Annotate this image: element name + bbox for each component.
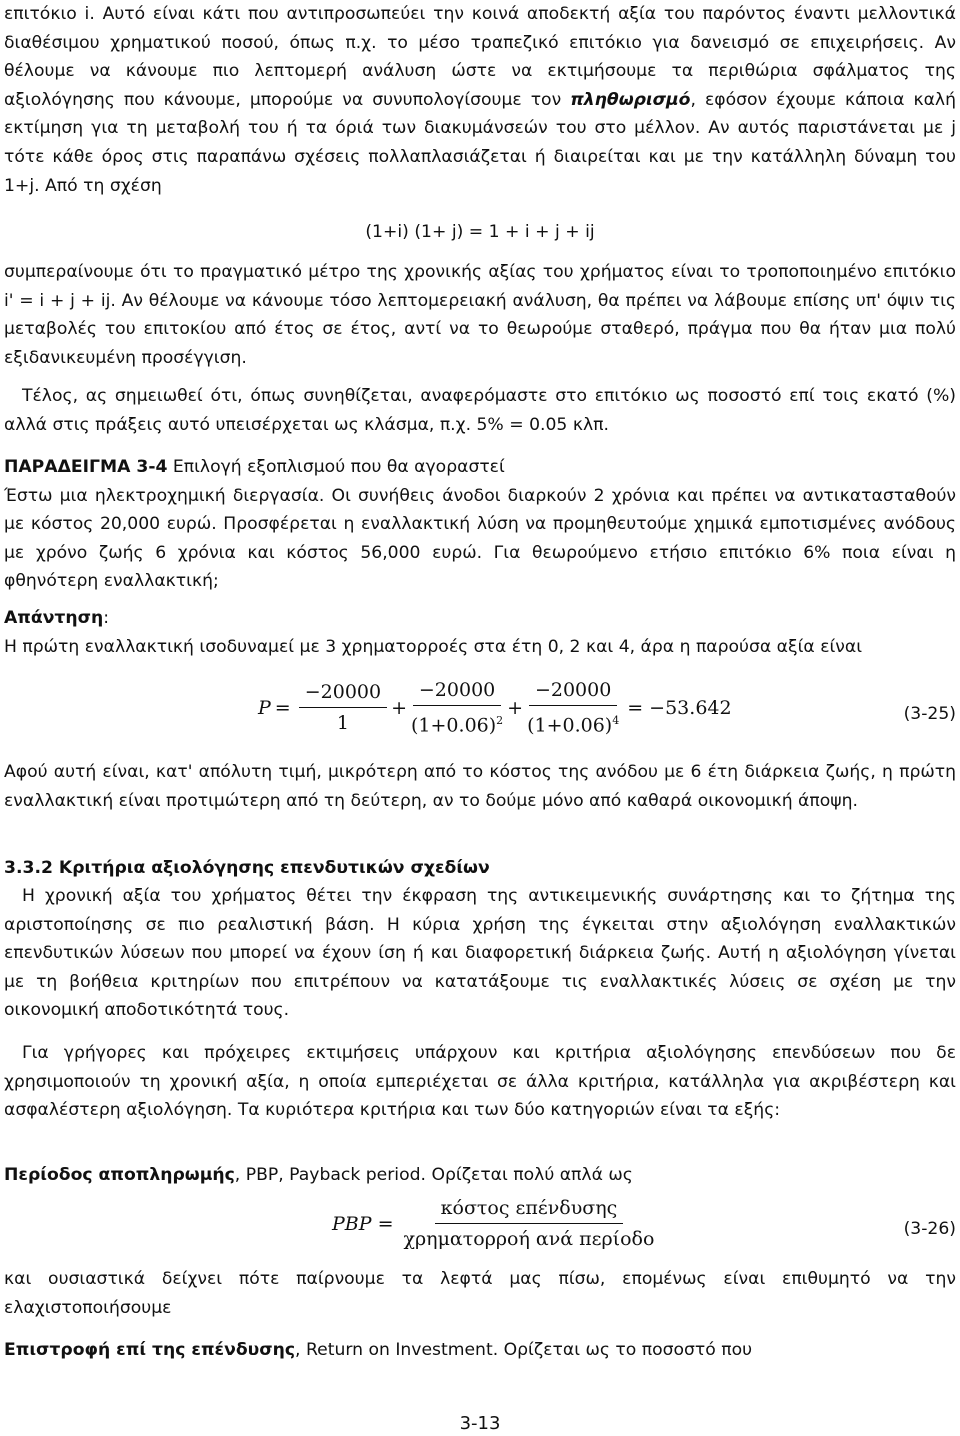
equation-3-26: PBP = $\frac{\text{κόστος επένδυσης}}{\text{χρηματορροή ανά περίοδο}}$	[332, 1197, 655, 1250]
section-heading: 3.3.2 Κριτήρια αξιολόγησης επενδυτικών σχεδίων	[4, 858, 490, 878]
paragraph-pbp: Περίοδος αποπληρωμής, PBP, Payback period. Ορίζεται πολύ απλά ως	[4, 1165, 633, 1185]
paragraph-real-rate: συμπεραίνουμε ότι το πραγματικό μέτρο της χρονικής αξίας του χρήματος είναι το τροποποιημένο επιτόκιο i' = i + j + ij. Αν θέλουμε να κάνουμε τόσο λεπτομερειακή ανάλυση, θα πρέπει να λάβουμε επίσης υπ' όψιν τις μεταβολές του επιτοκίου από έτος σε έτος, αντί να το θεωρούμε σταθερό, πράγμα που θα ήταν μια πολύ εξιδανικευμένη προσέγγιση.	[4, 262, 956, 368]
equation-inflation: (1+i) (1+ j) = 1 + i + j + ij	[365, 222, 595, 242]
term-roi: Επιστροφή επί της επένδυσης	[4, 1340, 296, 1360]
paragraph-interest-rate: επιτόκιο i. Αυτό είναι κάτι που αντιπροσωπεύει την κοινά αποδεκτή αξία του παρόντος έναντι μελλοντικά διαθέσιμου χρηματικού ποσού, όπως π.χ. το μέσο τραπεζικό επιτόκιο για δανεισμό σε επιχειρήσεις. Αν θέλουμε να κάνουμε πιο λεπτομερή ανάλυση ώστε να εκτιμήσουμε τα περιθώρια σφάλματος της αξιολόγησης που κάνουμε, μπορούμε να συνυπολογίσουμε τον πληθωρισμό, εφόσον έχουμε κάποια καλή εκτίμηση για τη μεταβολή του ή τα όριά των διακυμάνσεών του στο μέλλον. Αν αυτός παριστάνεται με j τότε κάθε όρος στις παραπάνω σχέσεις πολλαπλασιάζεται ή διαιρείται και με την κατάλληλη δύναμη του 1+j. Από τη σχέση	[4, 4, 956, 196]
answer-label: Απάντηση	[4, 608, 104, 628]
section-block	[4, 854, 956, 883]
emphasis-inflation: πληθωρισμό	[570, 89, 691, 110]
paragraph-pbp-meaning: και ουσιαστικά δείχνει πότε παίρνουμε τα λεφτά μας πίσω, επομένως είναι επιθυμητό να την ελαχιστοποιήσουμε	[4, 1269, 956, 1318]
paragraph-roi: Επιστροφή επί της επένδυσης, Return on Investment. Ορίζεται ως το ποσοστό που	[4, 1340, 753, 1360]
example-body: Έστω μια ηλεκτροχημική διεργασία. Οι συνήθεις άνοδοι διαρκούν 2 χρόνια και πρέπει να αντικατασταθούν με κόστος 20,000 ευρώ. Προσφέρεται η εναλλακτική λύση να προμηθευτούμε χημικά εμποτισμένες ανόδους με χρόνο ζωής 6 χρόνια και κόστος 56,000 ευρώ. Για θεωρούμενο ετήσιο επιτόκιο 6% ποια είναι η φθηνότερη εναλλακτική;	[4, 485, 956, 592]
answer-block: Απάντηση: Η πρώτη εναλλακτική ισοδυναμεί με 3 χρηματορροές στα έτη 0, 2 και 4, άρα η παρούσα αξία είναι	[4, 608, 863, 657]
equation-number-3-25: (3-25)	[903, 704, 956, 724]
answer-body: Η πρώτη εναλλακτική ισοδυναμεί με 3 χρηματορροές στα έτη 0, 2 και 4, άρα η παρούσα αξία είναι	[4, 636, 863, 657]
paragraph-time-value: Η χρονική αξία του χρήματος θέτει την έκφραση της αντικειμενικής συνάρτησης και το ζήτημα της αριστοποίησης σε πιο ρεαλιστική βάση. Η κύρια χρήση της έγκειται στην αξιολόγηση εναλλακτικών επενδυτικών λύσεων που μπορεί να έχουν ίση ή και διαφορετική διάρκεια ζωής. Αυτή η αξιολόγηση γίνεται με τη βοήθεια κριτηρίων που επιτρέπουν να κατατάξουμε τις εναλλακτικές λύσεις σε σχέση με την οικονομική αποδοτικότητά τους.	[4, 886, 956, 1021]
page-number: 3-13	[459, 1413, 501, 1434]
example-title: Επιλογή εξοπλισμού που θα αγοραστεί	[167, 457, 505, 477]
example-block	[4, 453, 956, 596]
paragraph-percent-note: Τέλος, ας σημειωθεί ότι, όπως συνηθίζεται, αναφερόμαστε στο επιτόκιο ως ποσοστό επί τοις εκατό (%) αλλά στις πράξεις αυτό υπεισέρχεται ως κλάσμα, π.χ. 5% = 0.05 κλπ.	[4, 386, 956, 435]
term-pbp: Περίοδος αποπληρωμής	[4, 1165, 235, 1185]
equation-number-3-26: (3-26)	[903, 1219, 956, 1239]
example-heading: ΠΑΡΑΔΕΙΓΜΑ 3-4	[4, 457, 168, 477]
paragraph-criteria: Για γρήγορες και πρόχειρες εκτιμήσεις υπάρχουν και κριτήρια αξιολόγησης επενδύσεων που δε χρησιμοποιούν τη χρονική αξία, η οποία εμπεριέχεται σε άλλα κριτήρια, κατάλληλα για ακριβέστερη και ασφαλέστερη αξιολόγηση. Τα κυριότερα κριτήρια και των δύο κατηγοριών είναι τα εξής:	[4, 1043, 956, 1121]
paragraph-comparison: Αφού αυτή είναι, κατ' απόλυτη τιμή, μικρότερη από το κόστος της ανόδου με 6 έτη διάρκεια ζωής, η πρώτη εναλλακτική είναι προτιμώτερη από τη δεύτερη, αν το δούμε μόνο από καθαρά οικονομική άποψη.	[4, 762, 956, 811]
equation-3-25: P = $\frac{-20000}{1}$ + $\frac{-20000}{(1+0.06)^2}$ + $\frac{-20000}{(1+0.06)^4}$ = −53.642	[258, 679, 732, 737]
